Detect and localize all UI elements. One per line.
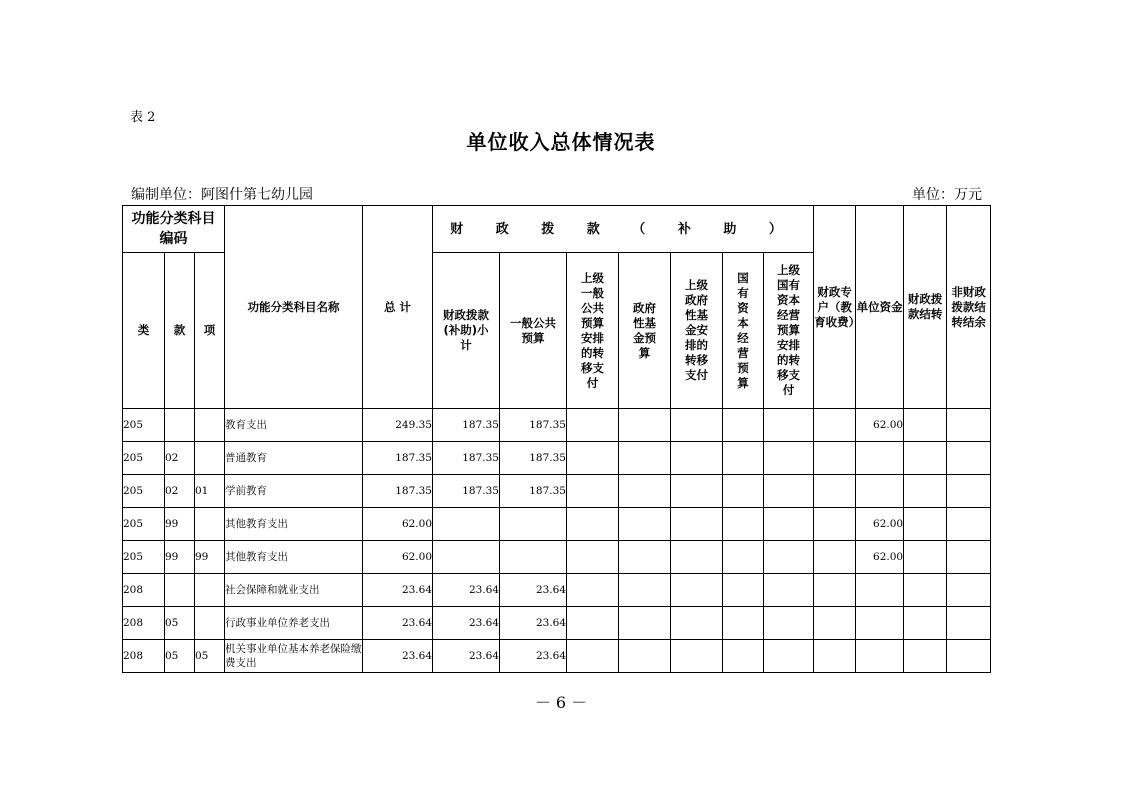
compiling-unit: 编制单位：阿图什第七幼儿园 — [131, 187, 313, 203]
table-row — [123, 409, 991, 442]
cell-xiang — [195, 508, 225, 541]
cell-total: 187.35 — [363, 442, 433, 475]
cell-total: 23.64 — [363, 607, 433, 640]
cell-general: 187.35 — [500, 409, 567, 442]
cell-subtotal — [433, 508, 500, 541]
cell-subtotal: 187.35 — [433, 409, 500, 442]
table-row — [123, 574, 991, 607]
table-number: 表 2 — [130, 110, 156, 125]
cell-subtotal: 23.64 — [433, 607, 500, 640]
cell-total: 187.35 — [363, 475, 433, 508]
cell-general: 23.64 — [500, 640, 567, 673]
cell-general: 187.35 — [500, 442, 567, 475]
header-fiscal-special: 财政专户（教育收费） — [814, 206, 856, 409]
header-upper-state-capital-transfer: 上级国有资本经营预算安排的转移支付 — [764, 253, 814, 409]
cell-general — [500, 508, 567, 541]
cell-total: 62.00 — [363, 508, 433, 541]
header-upper-general-transfer: 上级一般公共预算安排的转移支付 — [567, 253, 619, 409]
cell-lei: 208 — [123, 574, 165, 607]
cell-name: 社会保障和就业支出 — [225, 574, 363, 607]
cell-xiang — [195, 409, 225, 442]
cell-name: 普通教育 — [225, 442, 363, 475]
cell-kuan — [165, 574, 195, 607]
cell-unit-funds — [856, 574, 904, 607]
page-title: 单位收入总体情况表 — [466, 130, 656, 154]
header-gov-fund-budget: 政府性基金预算 — [619, 253, 671, 409]
header-kuan: 款 — [165, 253, 195, 409]
cell-total: 23.64 — [363, 574, 433, 607]
income-table — [122, 205, 991, 673]
cell-name: 教育支出 — [225, 409, 363, 442]
table-row — [123, 541, 991, 574]
cell-kuan — [165, 409, 195, 442]
cell-xiang: 05 — [195, 640, 225, 673]
cell-lei: 208 — [123, 607, 165, 640]
header-general-budget: 一般公共预算 — [500, 253, 567, 409]
cell-xiang: 01 — [195, 475, 225, 508]
cell-kuan: 99 — [165, 508, 195, 541]
header-nonfiscal-carryover: 非财政拨款结转结余 — [947, 206, 991, 409]
cell-subtotal: 23.64 — [433, 574, 500, 607]
cell-lei: 205 — [123, 409, 165, 442]
cell-xiang — [195, 607, 225, 640]
cell-kuan: 99 — [165, 541, 195, 574]
cell-general: 23.64 — [500, 574, 567, 607]
cell-lei: 205 — [123, 442, 165, 475]
cell-general — [500, 541, 567, 574]
header-fiscal-group: 财 政 拨 款 （ 补 助 ） — [433, 206, 814, 253]
cell-kuan: 05 — [165, 640, 195, 673]
cell-unit-funds — [856, 442, 904, 475]
cell-lei: 208 — [123, 640, 165, 673]
cell-unit-funds — [856, 640, 904, 673]
cell-xiang — [195, 442, 225, 475]
table-row — [123, 508, 991, 541]
table-row — [123, 442, 991, 475]
header-fiscal-subtotal: 财政拨款(补助)小计 — [433, 253, 500, 409]
header-state-capital-budget: 国有资本经营预算 — [723, 253, 764, 409]
header-fiscal-carryover: 财政拨款结转 — [904, 206, 947, 409]
header-lei: 类 — [123, 253, 165, 409]
cell-name: 机关事业单位基本养老保险缴费支出 — [225, 640, 363, 673]
cell-kuan: 05 — [165, 607, 195, 640]
cell-xiang: 99 — [195, 541, 225, 574]
cell-lei: 205 — [123, 508, 165, 541]
cell-unit-funds: 62.00 — [856, 409, 904, 442]
header-unit-funds: 单位资金 — [856, 206, 904, 409]
cell-total: 62.00 — [363, 541, 433, 574]
table-row — [123, 475, 991, 508]
table-row — [123, 640, 991, 673]
cell-subtotal: 187.35 — [433, 475, 500, 508]
cell-subtotal: 23.64 — [433, 640, 500, 673]
cell-unit-funds: 62.00 — [856, 508, 904, 541]
header-upper-gov-fund-transfer: 上级政府性基金安排的转移支付 — [671, 253, 723, 409]
header-func-name: 功能分类科目名称 — [225, 206, 363, 409]
cell-subtotal: 187.35 — [433, 442, 500, 475]
cell-name: 其他教育支出 — [225, 508, 363, 541]
cell-lei: 205 — [123, 475, 165, 508]
cell-subtotal — [433, 541, 500, 574]
cell-total: 23.64 — [363, 640, 433, 673]
header-func-code-group: 功能分类科目编码 — [123, 206, 225, 253]
cell-total: 249.35 — [363, 409, 433, 442]
header-total: 总 计 — [363, 206, 433, 409]
cell-general: 23.64 — [500, 607, 567, 640]
cell-name: 学前教育 — [225, 475, 363, 508]
cell-kuan: 02 — [165, 475, 195, 508]
cell-xiang — [195, 574, 225, 607]
cell-unit-funds — [856, 607, 904, 640]
cell-lei: 205 — [123, 541, 165, 574]
cell-kuan: 02 — [165, 442, 195, 475]
cell-name: 行政事业单位养老支出 — [225, 607, 363, 640]
cell-unit-funds: 62.00 — [856, 541, 904, 574]
currency-unit: 单位：万元 — [912, 187, 982, 203]
cell-name: 其他教育支出 — [225, 541, 363, 574]
header-xiang: 项 — [195, 253, 225, 409]
cell-general: 187.35 — [500, 475, 567, 508]
page-number: － 6 － — [534, 693, 588, 712]
table-row — [123, 607, 991, 640]
cell-unit-funds — [856, 475, 904, 508]
